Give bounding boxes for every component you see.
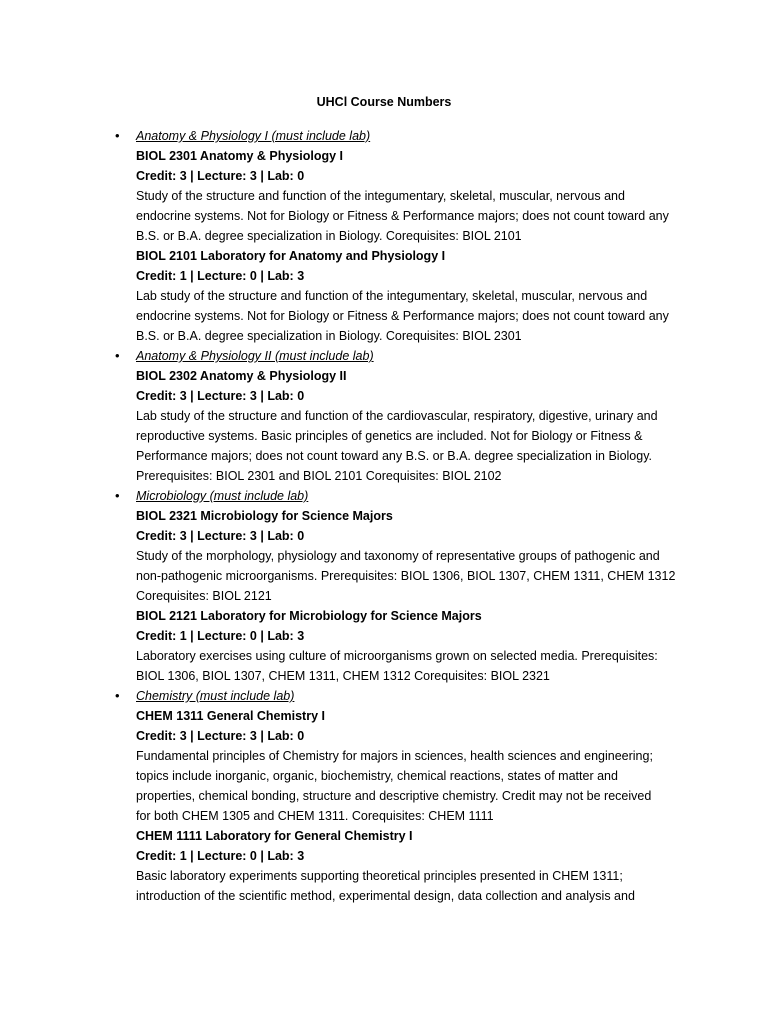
course-description (136, 406, 686, 486)
description-line: Performance majors; does not count toward any B.S. or B.A. degree specialization in Biology. (136, 449, 653, 463)
course-description (136, 286, 686, 346)
description-line: Basic laboratory experiments supporting theoretical principles presented in CHEM 1311; (136, 869, 623, 883)
course-credit-info: Credit: 1 | Lecture: 0 | Lab: 3 (136, 849, 305, 863)
section-heading: Anatomy & Physiology II (must include lab) (136, 349, 374, 363)
course-entry (136, 246, 686, 346)
description-line: topics include inorganic, organic, biochemistry, chemical reactions, states of matter and (136, 769, 618, 783)
course-description (136, 646, 686, 686)
course-description (136, 746, 686, 826)
description-line: Fundamental principles of Chemistry for majors in sciences, health sciences and engineering; (136, 749, 653, 763)
course-credit-info: Credit: 3 | Lecture: 3 | Lab: 0 (136, 729, 305, 743)
course-section (0, 686, 768, 906)
bullet-icon: • (115, 688, 120, 703)
bullet-icon: • (115, 348, 120, 363)
bullet-icon: • (115, 128, 120, 143)
course-section (0, 346, 768, 486)
description-line: Corequisites: BIOL 2121 (136, 589, 272, 603)
description-line: endocrine systems. Not for Biology or Fitness & Performance majors; does not count toward any (136, 309, 669, 323)
description-line: B.S. or B.A. degree specialization in Biology. Corequisites: BIOL 2301 (136, 329, 522, 343)
section-heading: Anatomy & Physiology I (must include lab) (136, 129, 371, 143)
description-line: BIOL 1306, BIOL 1307, CHEM 1311, CHEM 1312 Corequisites: BIOL 2321 (136, 669, 550, 683)
description-line: Lab study of the structure and function of the integumentary, skeletal, muscular, nervous and (136, 289, 648, 303)
course-title: CHEM 1311 General Chemistry I (136, 709, 325, 723)
course-entry (136, 146, 686, 246)
course-section (0, 126, 768, 346)
course-entry (136, 366, 686, 486)
course-title: BIOL 2302 Anatomy & Physiology II (136, 369, 347, 383)
description-line: Prerequisites: BIOL 2301 and BIOL 2101 Corequisites: BIOL 2102 (136, 469, 502, 483)
course-credit-info: Credit: 1 | Lecture: 0 | Lab: 3 (136, 629, 305, 643)
course-title: BIOL 2301 Anatomy & Physiology I (136, 149, 344, 163)
course-entry (136, 706, 686, 826)
course-credit-info: Credit: 3 | Lecture: 3 | Lab: 0 (136, 389, 305, 403)
bullet-icon: • (115, 488, 120, 503)
description-line: properties, chemical bonding, structure and descriptive chemistry. Credit may not be received (136, 789, 652, 803)
course-entry (136, 606, 686, 686)
course-description (136, 186, 686, 246)
course-title: BIOL 2321 Microbiology for Science Majors (136, 509, 393, 523)
course-entry (136, 506, 686, 606)
course-credit-info: Credit: 1 | Lecture: 0 | Lab: 3 (136, 269, 305, 283)
course-sections (0, 126, 768, 906)
course-section (0, 486, 768, 686)
description-line: B.S. or B.A. degree specialization in Biology. Corequisites: BIOL 2101 (136, 229, 522, 243)
description-line: Laboratory exercises using culture of microorganisms grown on selected media. Prerequisites: (136, 649, 658, 663)
course-description (136, 866, 686, 906)
description-line: endocrine systems. Not for Biology or Fitness & Performance majors; does not count toward any (136, 209, 669, 223)
section-heading: Chemistry (must include lab) (136, 689, 295, 703)
course-credit-info: Credit: 3 | Lecture: 3 | Lab: 0 (136, 169, 305, 183)
course-title: CHEM 1111 Laboratory for General Chemistry I (136, 829, 413, 843)
description-line: introduction of the scientific method, experimental design, data collection and analysis and (136, 889, 635, 903)
course-entry (136, 826, 686, 906)
course-credit-info: Credit: 3 | Lecture: 3 | Lab: 0 (136, 529, 305, 543)
description-line: reproductive systems. Basic principles of genetics are included. Not for Biology or Fitness & (136, 429, 643, 443)
section-heading: Microbiology (must include lab) (136, 489, 309, 503)
description-line: Lab study of the structure and function of the cardiovascular, respiratory, digestive, urinary and (136, 409, 658, 423)
course-title: BIOL 2121 Laboratory for Microbiology for Science Majors (136, 609, 482, 623)
document-title: UHCl Course Numbers (316, 95, 452, 109)
course-title: BIOL 2101 Laboratory for Anatomy and Physiology I (136, 249, 446, 263)
description-line: for both CHEM 1305 and CHEM 1311. Corequisites: CHEM 1111 (136, 809, 494, 823)
course-description (136, 546, 686, 606)
description-line: Study of the structure and function of the integumentary, skeletal, muscular, nervous and (136, 189, 625, 203)
description-line: Study of the morphology, physiology and taxonomy of representative groups of pathogenic and (136, 549, 660, 563)
description-line: non-pathogenic microorganisms. Prerequisites: BIOL 1306, BIOL 1307, CHEM 1311, CHEM 1312 (136, 569, 676, 583)
